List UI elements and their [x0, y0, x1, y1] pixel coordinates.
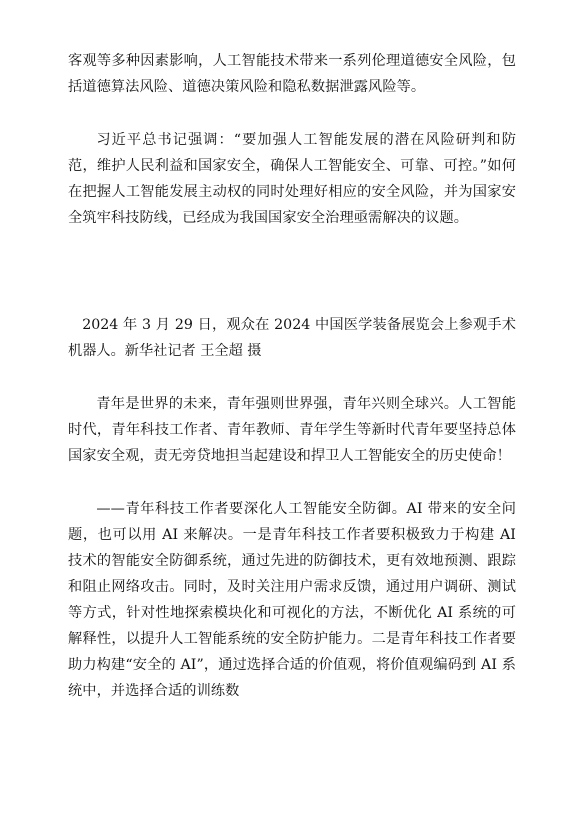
paragraph-youth-mission: 青年是世界的未来，青年强则世界强，青年兴则全球兴。人工智能时代，青年科技工作者、青年教师、青年学生等新时代青年要坚持总体国家安全观，责无旁贷地担当起建设和捍卫人工智能安全的历史使命！	[68, 396, 516, 464]
image-placeholder-space	[68, 231, 516, 312]
paragraph-ai-defense: ——青年科技工作者要深化人工智能安全防御。AI 带来的安全问题，也可以用 AI 来解决。一是青年科技工作者要积极致力于构建 AI 技术的智能安全防御系统，通过先进的防御技术，更有效地预测、跟踪和阻止网络攻击。同时，及时关注用户需求反馈，通过用户调研、测试等方式，针对性地探索模块化和可视化的方法，不断优化 AI 系统的可解释性，以提升人工智能系统的安全防护能力。二是青年科技工作者要助力构建“安全的 AI”，通过选择合适的价值观，将价值观编码到 AI 系统中，并选择合适的训练数	[68, 501, 516, 699]
paragraph-spacer	[68, 364, 516, 391]
paragraph-spacer	[68, 100, 516, 127]
paragraph-ethics-risks: 客观等多种因素影响，人工智能技术带来一系列伦理道德安全风险，包括道德算法风险、道德决策风险和隐私数据泄露风险等。	[68, 53, 516, 95]
paragraph-xi-quote: 习近平总书记强调：“要加强人工智能发展的潜在风险研判和防范，维护人民利益和国家安全，确保人工智能安全、可靠、可控。”如何在把握人工智能发展主动权的同时处理好相应的安全风险，并为国家安全筑牢科技防线，已经成为我国国家安全治理亟需解决的议题。	[68, 132, 516, 226]
photo-caption: 2024 年 3 月 29 日，观众在 2024 中国医学装备展览会上参观手术机器人。新华社记者 王全超 摄	[68, 317, 516, 359]
article-body	[68, 48, 516, 704]
paragraph-spacer	[68, 469, 516, 496]
